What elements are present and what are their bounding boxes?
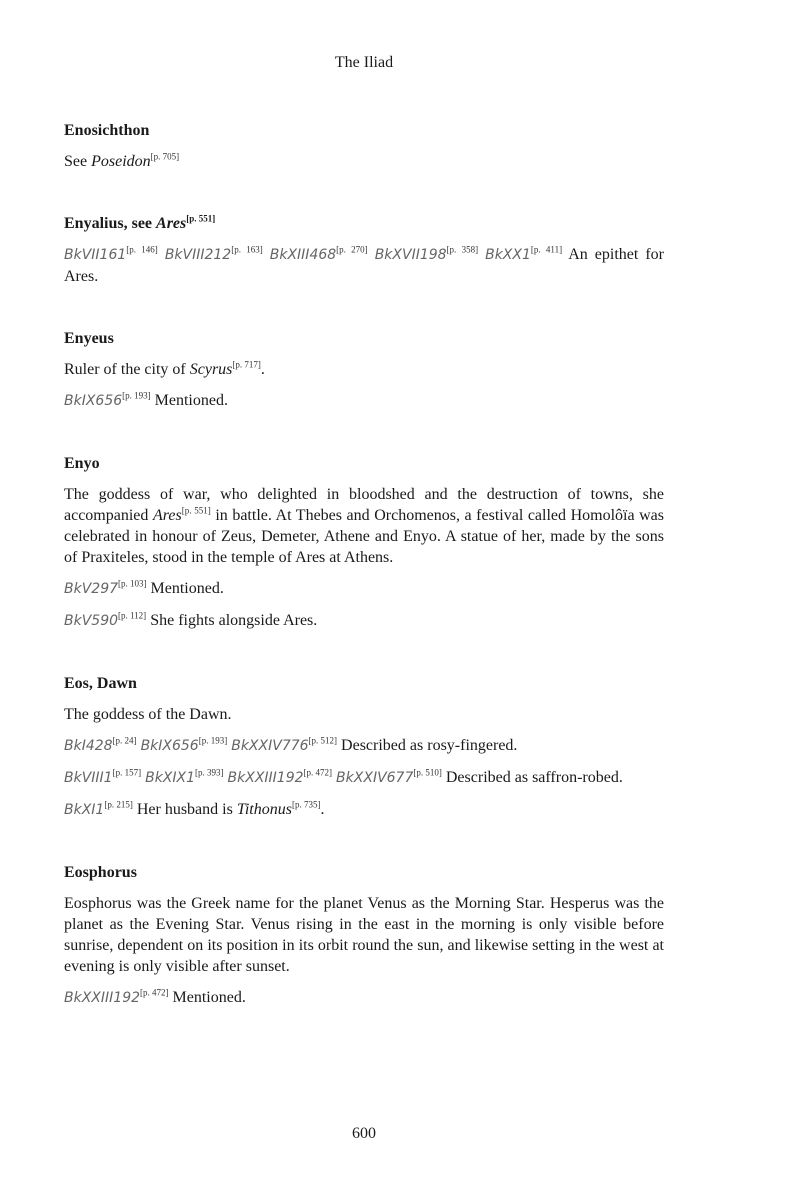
book-line-reference[interactable]: BkV297 xyxy=(64,581,119,597)
book-line-reference[interactable]: BkIX656 xyxy=(64,393,123,409)
page-reference[interactable]: [p. 717] xyxy=(232,359,261,370)
entry-text: The goddess of the Dawn. xyxy=(64,706,232,723)
entry-heading xyxy=(64,329,664,349)
entry-text: . xyxy=(320,801,325,818)
page-reference[interactable]: [p. 705] xyxy=(150,151,180,162)
entry-text xyxy=(368,246,375,263)
cross-reference-link[interactable]: Poseidon xyxy=(91,153,151,170)
entry-text xyxy=(158,246,165,263)
entry-paragraph xyxy=(64,767,664,789)
page-reference[interactable]: [p. 411] xyxy=(530,244,563,255)
book-line-reference[interactable]: BkVIII212 xyxy=(164,247,232,263)
glossary-entry xyxy=(64,454,664,632)
book-line-reference[interactable]: BkIX656 xyxy=(140,738,199,754)
glossary-content xyxy=(64,121,664,1051)
entry-title-text: Enyeus xyxy=(64,330,114,347)
entry-paragraph xyxy=(64,704,664,725)
entry-paragraph xyxy=(64,893,664,977)
book-line-reference[interactable]: BkXXIII192 xyxy=(227,770,304,786)
book-line-reference[interactable]: BkXIX1 xyxy=(145,770,196,786)
page-reference[interactable]: [p. 157] xyxy=(112,767,142,778)
entry-text: An epithet for Ares. xyxy=(64,246,665,285)
entry-text: Her husband is xyxy=(132,801,237,818)
page-reference[interactable]: [p. 270] xyxy=(336,244,368,255)
glossary-entry xyxy=(64,674,664,821)
page-reference[interactable]: [p. 393] xyxy=(195,767,224,778)
entry-paragraph xyxy=(64,578,664,600)
entry-paragraph xyxy=(64,359,664,380)
cross-reference-link[interactable]: Tithonus xyxy=(236,801,292,818)
glossary-entry xyxy=(64,214,664,287)
page-reference[interactable]: [p. 193] xyxy=(198,735,228,746)
page-reference[interactable]: [p. 103] xyxy=(118,578,147,589)
page-reference[interactable]: [p. 472] xyxy=(140,987,169,998)
page-reference[interactable]: [p. 358] xyxy=(446,244,479,255)
entry-title-text: Enyalius, see xyxy=(64,215,153,232)
entry-text: in battle. At Thebes and Orchomenos, a festival called Homolôïa was celebrated in honour of Zeus, Demeter, Athene and Enyo. A statue of her, made by the sons of Praxiteles, stood in the temple of Ares at Athens. xyxy=(64,507,665,566)
entry-text: Mentioned. xyxy=(150,392,228,409)
entry-heading xyxy=(64,863,664,883)
cross-reference-link[interactable]: Scyrus xyxy=(189,361,233,378)
entry-title-text: Enosichthon xyxy=(64,122,150,139)
page-reference[interactable]: [p. 112] xyxy=(118,610,147,621)
entry-paragraph xyxy=(64,151,664,172)
entry-text: See xyxy=(64,153,92,170)
entry-text: Mentioned. xyxy=(168,989,246,1006)
entry-paragraph xyxy=(64,484,664,568)
book-line-reference[interactable]: BkXI1 xyxy=(64,802,105,818)
running-head: The Iliad xyxy=(334,54,394,71)
book-line-reference[interactable]: BkI428 xyxy=(64,738,113,754)
glossary-entry xyxy=(64,121,664,172)
entry-text: Described as saffron-robed. xyxy=(441,769,623,786)
entry-text: Mentioned. xyxy=(146,580,224,597)
entry-paragraph xyxy=(64,244,664,287)
entry-paragraph xyxy=(64,735,664,757)
page-reference[interactable]: [p. 163] xyxy=(231,244,263,255)
entry-heading xyxy=(64,121,664,141)
entry-text: . xyxy=(260,361,265,378)
book-line-reference[interactable]: BkXXIV677 xyxy=(336,770,414,786)
page-reference[interactable]: [p. 551] xyxy=(186,213,216,224)
book-line-reference[interactable]: BkXXIV776 xyxy=(231,738,309,754)
book-line-reference[interactable]: BkVIII1 xyxy=(64,770,113,786)
entry-paragraph xyxy=(64,987,664,1009)
entry-text xyxy=(263,246,270,263)
page-reference[interactable]: [p. 512] xyxy=(308,735,338,746)
entry-paragraph xyxy=(64,799,664,821)
page-reference[interactable]: [p. 215] xyxy=(104,799,133,810)
entry-title-text: Enyo xyxy=(64,455,100,472)
page-number: 600 xyxy=(352,1125,376,1142)
entry-text: She fights alongside Ares. xyxy=(146,612,318,629)
page-reference[interactable]: [p. 146] xyxy=(126,244,158,255)
page-reference[interactable]: [p. 735] xyxy=(291,799,321,810)
book-line-reference[interactable]: BkXX1 xyxy=(485,247,531,263)
page-reference[interactable]: [p. 551] xyxy=(181,505,211,516)
page-reference[interactable]: [p. 193] xyxy=(122,390,151,401)
entry-paragraph xyxy=(64,390,664,412)
entry-text: Ruler of the city of xyxy=(64,361,190,378)
entry-paragraph xyxy=(64,610,664,632)
entry-heading xyxy=(64,454,664,474)
book-line-reference[interactable]: BkXXIII192 xyxy=(64,990,141,1006)
page-reference[interactable]: [p. 510] xyxy=(413,767,442,778)
entry-heading xyxy=(64,674,664,694)
entry-text: Eosphorus was the Greek name for the planet Venus as the Morning Star. Hesperus was the planet as the Evening Star. Venus rising in the east in the morning is only visible before sunrise, dependent on its position in its orbit round the sun, and likewise setting in the west at evening is only visible after sunset. xyxy=(64,895,664,975)
cross-reference-link[interactable]: Ares xyxy=(152,507,182,524)
entry-text: The goddess of war, who delighted in bloodshed and the destruction of towns, she accompanied xyxy=(64,486,664,524)
entry-title-text: Eos, Dawn xyxy=(64,675,137,692)
glossary-entry xyxy=(64,863,664,1009)
entry-text: Described as rosy-fingered. xyxy=(337,737,518,754)
book-line-reference[interactable]: BkXVII198 xyxy=(374,247,447,263)
book-line-reference[interactable]: BkXIII468 xyxy=(269,247,337,263)
entry-title-text: Eosphorus xyxy=(64,864,137,881)
book-line-reference[interactable]: BkVII161 xyxy=(64,247,127,263)
page-reference[interactable]: [p. 24] xyxy=(112,735,137,746)
cross-reference-link[interactable]: Ares xyxy=(156,215,187,232)
page-reference[interactable]: [p. 472] xyxy=(303,767,333,778)
entry-heading xyxy=(64,214,664,234)
glossary-entry xyxy=(64,329,664,412)
book-line-reference[interactable]: BkV590 xyxy=(64,613,119,629)
